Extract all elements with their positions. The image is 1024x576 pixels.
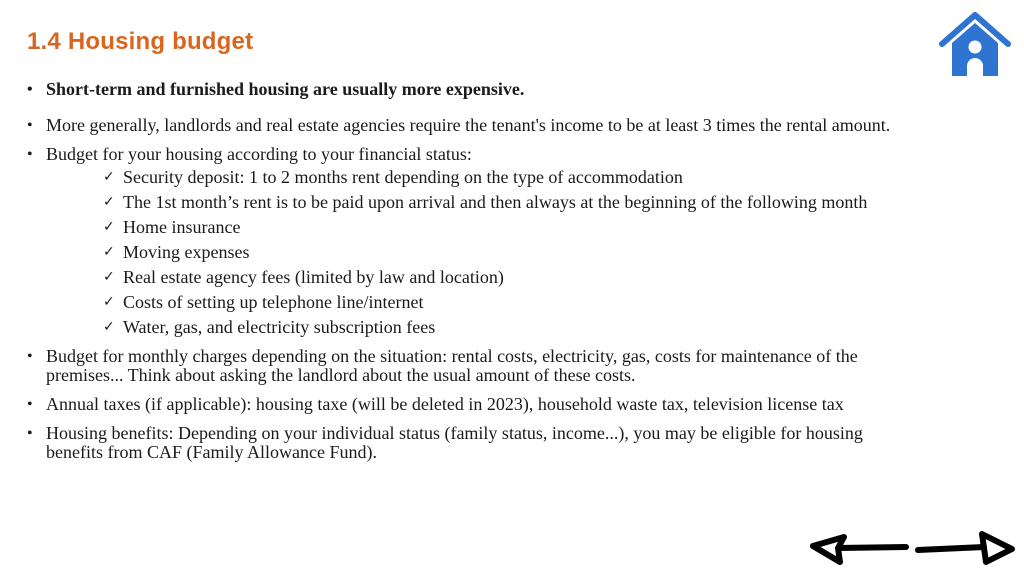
content-body — [27, 78, 907, 472]
bullet-annual-taxes: • Annual taxes (if applicable): housing taxe (will be deleted in 2023), household waste tax, television license tax — [27, 395, 907, 414]
checklist — [46, 168, 907, 337]
bullet-monthly-charges: • Budget for monthly charges depending on the situation: rental costs, electricity, gas, costs for maintenance of the premises... Think about asking the landlord about the usual amount of these costs. — [27, 347, 907, 385]
bullet-short-term-housing: • Short-term and furnished housing are usually more expensive. — [27, 80, 907, 99]
home-icon[interactable] — [938, 10, 1012, 80]
check-item: ✓ The 1st month’s rent is to be paid upon arrival and then always at the beginning of the following month — [46, 193, 907, 212]
check-item: ✓ Real estate agency fees (limited by law and location) — [46, 268, 907, 287]
check-item: ✓ Home insurance — [46, 218, 907, 237]
arrow-right-icon[interactable] — [914, 528, 1018, 570]
arrow-left-icon[interactable] — [810, 530, 910, 570]
page-title: 1.4 Housing budget — [27, 28, 254, 55]
check-item: ✓ Water, gas, and electricity subscription fees — [46, 318, 907, 337]
bullet-housing-benefits: • Housing benefits: Depending on your individual status (family status, income...), you may be eligible for housing benefits from CAF (Family Allowance Fund). — [27, 424, 907, 462]
check-item: ✓ Moving expenses — [46, 243, 907, 262]
bullet-income-requirement: • More generally, landlords and real estate agencies require the tenant's income to be at least 3 times the rental amount. — [27, 116, 907, 135]
bullet-budget-housing-text: Budget for your housing according to your financial status: — [46, 144, 472, 164]
check-item: ✓ Security deposit: 1 to 2 months rent depending on the type of accommodation — [46, 168, 907, 187]
check-item: ✓ Costs of setting up telephone line/internet — [46, 293, 907, 312]
bullet-budget-housing — [27, 145, 907, 337]
